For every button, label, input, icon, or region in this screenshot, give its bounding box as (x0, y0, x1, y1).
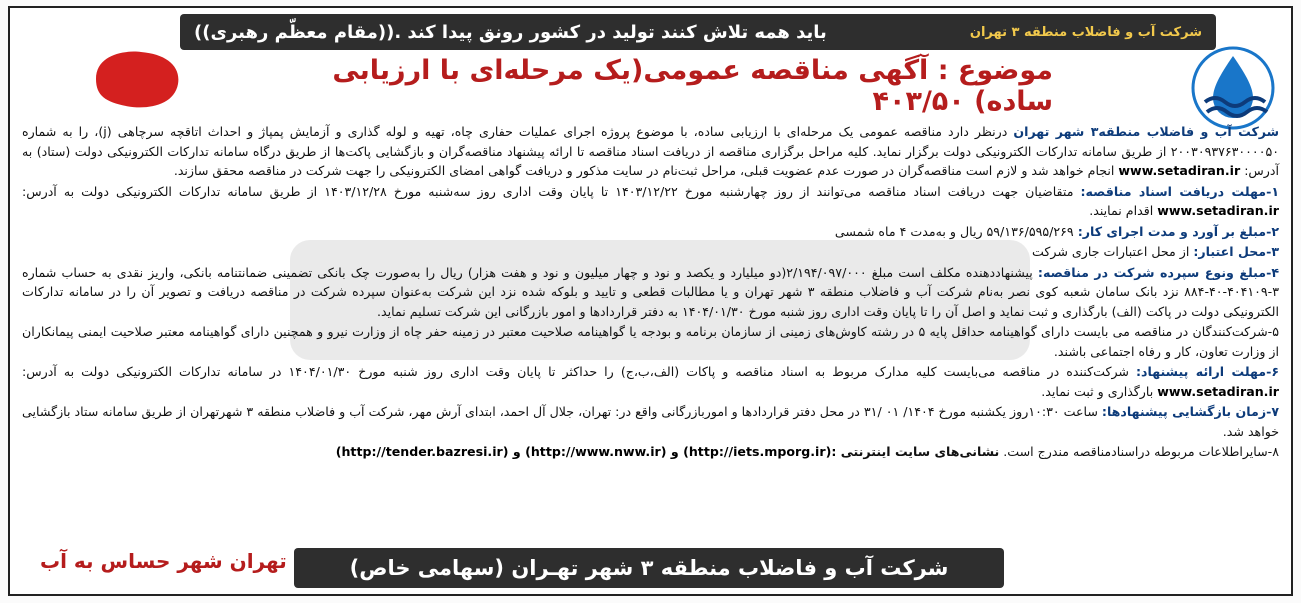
item-2-label: ۲-مبلغ بر آورد و مدت اجرای کار: (1077, 223, 1279, 239)
header-org-name: شرکت آب و فاضلاب منطقه ۳ تهران (969, 24, 1202, 40)
intro-text-1: درنظر دارد مناقصه عمومی یک مرحله‌ای با ارزیابی ساده، با موضوع پروژه اجرای عملیات حفاری چاه، تهیه و لوله گذاری و آزمایش پمپاژ و احداث اتاقچه سرچاهی (j)، را به شماره ۲۰۰۳۰۹۳۷۶۳۰۰۰۰۵۰ از طریق سامانه تدارکات الکترونیکی دولت برگزار نماید. کلیه مراحل برگزاری مناقصه از دریافت اسناد مناقصه تا ارائه پیشنهاد مناقصه‌گران و بازگشایی پاکت‌ها از طریق درگاه سامانه تدارکات الکترونیکی دولت (ستاد) به آدرس: (22, 124, 1279, 178)
item-6-text: شرکت‌کننده در مناقصه می‌بایست کلیه مدارک مربوط به اسناد مناقصه و پاکات (الف،ب،ج) را حداکثر تا پایان وقت اداری روز شنبه مورخ ۱۴۰۴/۰۱/۳۰ در سامانه تدارکات الکترونیکی دولت به آدرس: (22, 364, 1136, 379)
item-3-label: ۳-محل اعتبار: (1193, 244, 1279, 259)
intro-company: شرکت آب و فاضلاب منطقه۳ شهر تهران (1013, 124, 1279, 139)
item-1 (22, 182, 1279, 221)
second-publication-badge-icon (86, 44, 186, 114)
item-6-url-link[interactable]: www.setadiran.ir (1157, 383, 1279, 399)
item-4 (22, 263, 1279, 322)
item-2-text: ۵۹/۱۳۶/۵۹۵/۲۶۹ ریال و به‌مدت ۴ ماه شمسی (834, 223, 1078, 239)
item-8-label: نشانی‌های سایت اینترنتی (840, 444, 1000, 459)
item-6-tail: بارگذاری و ثبت نماید. (1041, 383, 1158, 399)
intro-url-link[interactable]: www.setadiran.ir (1118, 163, 1241, 178)
item-5 (22, 322, 1279, 361)
item-7-text: ساعت ۱۰:۳۰روز یکشنبه مورخ ۱۴۰۴/ ۰۱ /۳۱ در محل دفتر قراردادها و اموربازرگانی واقع در: تهران، جلال آل احمد، ابتدای آرش مهر، شرکت آب و فاضلاب منطقه ۳ شهرتهران از طریق سامانه ستاد بازگشایی خواهد شد. (22, 404, 1279, 439)
item-3-text: از محل اعتبارات جاری شرکت (1032, 244, 1194, 259)
water-company-logo-icon (1189, 44, 1277, 132)
item-6 (22, 362, 1279, 401)
item-7 (22, 402, 1279, 441)
item-4-label: ۴-مبلغ ونوع سپرده شرکت در مناقصه: (1037, 264, 1279, 280)
item-8 (22, 442, 1279, 462)
footer-tagline: تهران شهر حساس به آب (40, 549, 287, 573)
item-7-label: ۷-زمان بازگشایی پیشنهادها: (1101, 404, 1279, 419)
item-8-urls-link[interactable]: :(http://iets.mporg.ir) و (http://www.nww.ir) و (http://tender.bazresi.ir) (335, 444, 841, 459)
item-1-text: متقاضیان جهت دریافت اسناد مناقصه می‌توانند از روز چهارشنبه مورخ ۱۴۰۳/۱۲/۲۲ تا پایان وقت اداری روز سه‌شنبه مورخ ۱۴۰۳/۱۲/۲۸ از طریق سامانه تدارکات الکترونیکی دولت به آدرس: (22, 183, 1081, 199)
item-4-text: پیشنهاددهنده مکلف است مبلغ ۲/۱۹۴/۰۹۷/۰۰۰(دو میلیارد و یکصد و نود و چهار میلیون و نود و هفت هزار) ریال را به‌صورت چک بانکی تضمینی ضمانتنامه بانکی، واریز نقدی به حساب شماره ۳-۴۰۴۱۰۹-۴۰-۸۸۴ نزد بانک سامان شعبه کوی نصر به‌نام شرکت آب و فاضلاب منطقه ۳ شهر تهران و یا مطالبات قطعی و تایید و بلوکه شده نزد این شرکت به‌عنوان سپرده شرکت در مناقصه دریافت و تصویر آن را در سامانه تدارکات الکترونیکی دولت در پاکت (الف) بارگذاری و ثبت نماید و اصل آن را تا پایان وقت اداری روز شنبه مورخ ۱۴۰۴/۰۱/۳۰ به دفتر قراردادها و امور بازرگانی این شرکت تسلیم نماید. (22, 264, 1279, 319)
ad-body (22, 122, 1279, 527)
item-2 (22, 222, 1279, 242)
item-1-label: ۱-مهلت دریافت اسناد مناقصه: (1080, 183, 1279, 199)
footer-bar (294, 548, 1004, 588)
item-8-text: ۸-سایراطلاعات مربوطه دراسنادمناقصه مندرج است. (999, 444, 1279, 459)
header-bar (180, 14, 1216, 50)
header-slogan: باید همه تلاش کنند تولید در کشور رونق پیدا کند .((مقام معظّم رهبری)) (194, 21, 827, 43)
item-3 (22, 242, 1279, 262)
intro-text-2: انجام خواهد شد و لازم است مناقصه‌گران در صورت عدم عضویت قبلی، مراحل ثبت‌نام در سایت مذکور و دریافت گواهی امضای الکترونیکی را جهت شرکت در مناقصه محقق سازند. (173, 163, 1119, 178)
ad-title: موضوع : آگهی مناقصه عمومی(یک مرحله‌ای با ارزیابی ساده) ۴۰۳/۵۰ (332, 55, 1053, 117)
intro-paragraph (22, 122, 1279, 181)
item-1-tail: اقدام نمایند. (1089, 203, 1158, 218)
item-1-url-link[interactable]: www.setadiran.ir (1157, 203, 1279, 218)
item-5-text: ۵-شرکت‌کنندگان در مناقصه می بایست دارای گواهینامه حداقل پایه ۵ در رشته کاوش‌های زمینی از سازمان برنامه و بودجه یا گواهینامه صلاحیت معتبر در زمینه حفر چاه از وزارت نیرو و همچنین دارای گواهینامه معتبر صلاحیت ایمنی پیمانکاران از وزارت تعاون، کار و رفاه اجتماعی باشند. (22, 324, 1279, 359)
item-6-label: ۶-مهلت ارائه پیشنهاد: (1136, 364, 1279, 379)
footer-company: شرکت آب و فاضلاب منطقه ۳ شهر تهـران (سهامی خاص) (349, 556, 949, 580)
